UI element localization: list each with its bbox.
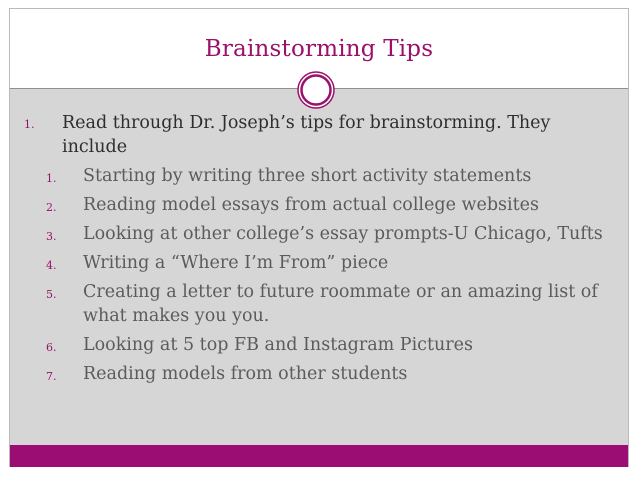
- bottom-accent-bar: [10, 445, 628, 467]
- sub-list-item-text: Writing a “Where I’m From” piece: [83, 253, 389, 273]
- sub-list-item-text: Reading models from other students: [83, 364, 408, 384]
- circle-ornament-icon: [296, 70, 336, 110]
- slide-title: Brainstorming Tips: [204, 36, 434, 62]
- sub-list-item: [46, 164, 614, 188]
- sub-list-item: [46, 222, 614, 246]
- sub-list: [46, 164, 614, 386]
- list-item-text: Read through Dr. Joseph’s tips for brainstorming. They include: [62, 113, 551, 157]
- sub-list-number: 2.: [46, 201, 57, 214]
- sub-list-item-text: Creating a letter to future roommate or an amazing list of what makes you you.: [83, 282, 598, 326]
- sub-list-number: 6.: [46, 341, 57, 354]
- sub-list-number: 4.: [46, 259, 57, 272]
- sub-list-item: [46, 193, 614, 217]
- sub-list-number: 7.: [46, 370, 57, 383]
- sub-list-item-text: Looking at other college’s essay prompts-U Chicago, Tufts: [83, 224, 603, 244]
- sub-list-item: [46, 280, 614, 328]
- sub-list-item: [46, 333, 614, 357]
- list-number: 1.: [24, 118, 35, 131]
- list-item: [24, 111, 614, 386]
- sub-list-item-text: Reading model essays from actual college websites: [83, 195, 539, 215]
- sub-list-item: [46, 362, 614, 386]
- sub-list-number: 5.: [46, 288, 57, 301]
- sub-list-item-text: Looking at 5 top FB and Instagram Pictures: [83, 335, 473, 355]
- sub-list-number: 3.: [46, 230, 57, 243]
- sub-list-number: 1.: [46, 172, 57, 185]
- sub-list-item: [46, 251, 614, 275]
- sub-list-item-text: Starting by writing three short activity statements: [83, 166, 532, 186]
- brainstorm-list: [24, 111, 614, 391]
